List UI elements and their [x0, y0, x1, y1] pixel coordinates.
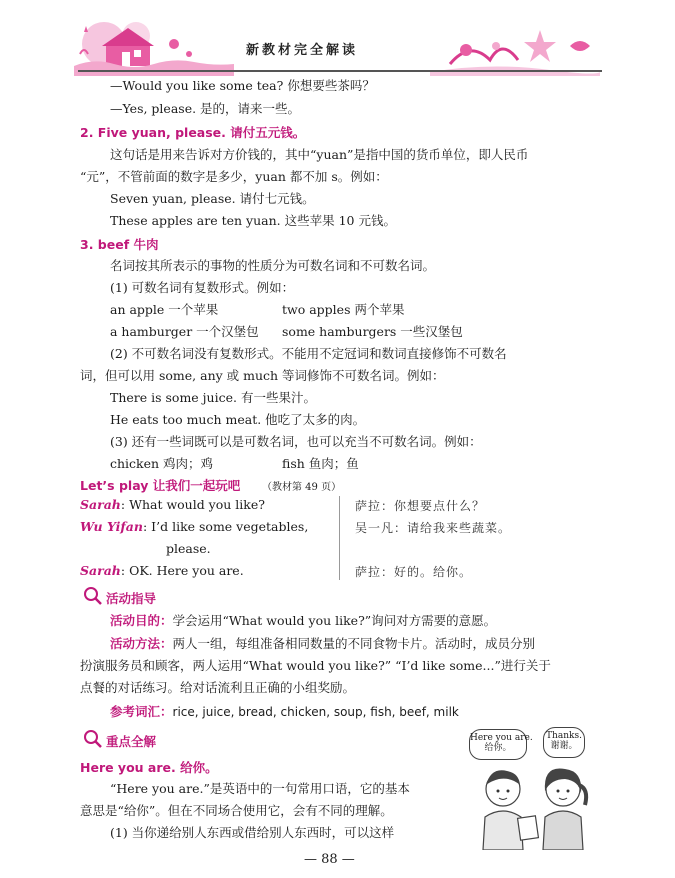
example: fish 鱼肉；鱼 [282, 456, 359, 471]
example: There is some juice. 有一些果汁。 [110, 390, 316, 405]
paragraph: 意思是“给你”。但在不同场合使用它，会有不同的理解。 [80, 803, 393, 818]
paragraph: “Here you are.”是英语中的一句常用口语，它的基本 [110, 781, 410, 796]
textbook-reference: （教材第 49 页） [262, 482, 342, 493]
example: chicken 鸡肉；鸡 [110, 456, 214, 471]
paragraph: 名词按其所表示的事物的性质分为可数名词和不可数名词。 [110, 258, 436, 273]
page-number: — 88 — [304, 852, 355, 867]
paragraph: 词，但可以用 some, any 或 much 等词修饰不可数名词。例如： [80, 368, 445, 383]
activity-vocab: 参考词汇：rice, juice, bread, chicken, soup, fish, beef, milk [110, 704, 459, 719]
activity-goal: 活动目的：学会运用“What would you like?”询问对方需要的意愿。 [110, 613, 497, 628]
header-title: 新教材完全解读 [246, 43, 359, 58]
example: Seven yuan, please. 请付七元钱。 [110, 191, 315, 206]
dialog-divider [339, 496, 340, 580]
dialog-line: —Yes, please. 是的，请来一些。 [110, 101, 301, 116]
dialog-chinese: 吴一凡：请给我来些蔬菜。 [355, 521, 512, 535]
paragraph: 扮演服务员和顾客，两人运用“What would you like?” “I’d like some...”进行关于 [80, 658, 551, 673]
paragraph: 这句话是用来告诉对方价钱的，其中“yuan”是指中国的货币单位，即人民币 [110, 147, 529, 162]
paragraph: (2) 不可数名词没有复数形式。不能用不定冠词和数词直接修饰不可数名 [110, 346, 507, 361]
dialog-row [80, 563, 244, 579]
header-decoration-left [74, 14, 234, 76]
speaker-name: Sarah [80, 497, 121, 512]
activity-method-label: 活动方法： [110, 636, 173, 651]
key-points-heading: 重点全解 [106, 734, 157, 749]
point-3-title: 3. beef 牛肉 [80, 237, 159, 252]
paragraph: 点餐的对话练习。给对话流利且正确的小组奖励。 [80, 680, 356, 695]
point-2-title: 2. Five yuan, please. 请付五元钱。 [80, 125, 306, 140]
paragraph: (1) 当你递给别人东西或借给别人东西时，可以这样 [110, 825, 395, 840]
magnifier-icon [82, 586, 104, 606]
example: These apples are ten yuan. 这些苹果 10 元钱。 [110, 213, 396, 228]
speaker-name: Sarah [80, 563, 121, 578]
lets-play-title: Let’s play 让我们一起玩吧 [80, 478, 241, 493]
dialog-line: —Would you like some tea? 你想要些茶吗？ [110, 78, 375, 93]
activity-goal-label: 活动目的： [110, 613, 173, 628]
dialog-english-continued: please. [166, 541, 211, 556]
activity-heading: 活动指导 [106, 591, 157, 606]
paragraph: “元”，不管前面的数字是多少，yuan 都不加 s。例如： [80, 169, 388, 184]
dialog-row [80, 519, 308, 535]
paragraph: (1) 可数名词有复数形式。例如： [110, 280, 295, 295]
speech-bubble-left: Here you are. 给你。 [469, 729, 527, 760]
header-decoration-right [430, 20, 600, 76]
dialog-chinese: 萨拉：你想要点什么？ [355, 499, 486, 513]
dialog-chinese: 萨拉：好的。给你。 [355, 565, 473, 579]
speech-bubble-right: Thanks. 谢谢。 [543, 727, 585, 758]
magnifier-icon [82, 729, 104, 749]
dialog-english: : OK. Here you are. [120, 563, 244, 578]
speaker-name: Wu Yifan [80, 519, 143, 534]
example: a hamburger 一个汉堡包 [110, 324, 259, 339]
dialog-english: : What would you like? [120, 497, 265, 512]
dialog-row [80, 497, 265, 513]
example: some hamburgers 一些汉堡包 [282, 324, 463, 339]
header-rule [78, 70, 602, 72]
paragraph: (3) 还有一些词既可以是可数名词，也可以充当不可数名词。例如： [110, 434, 482, 449]
key-point-title: Here you are. 给你。 [80, 760, 218, 775]
example: He eats too much meat. 他吃了太多的肉。 [110, 412, 366, 427]
dialog-english: : I’d like some vegetables, [143, 519, 309, 534]
children-illustration [455, 725, 605, 850]
activity-vocab-label: 参考词汇： [110, 704, 173, 719]
example: an apple 一个苹果 [110, 302, 219, 317]
activity-method: 活动方法：两人一组，每组准备相同数量的不同食物卡片。活动时，成员分别 [110, 636, 536, 651]
example: two apples 两个苹果 [282, 302, 405, 317]
